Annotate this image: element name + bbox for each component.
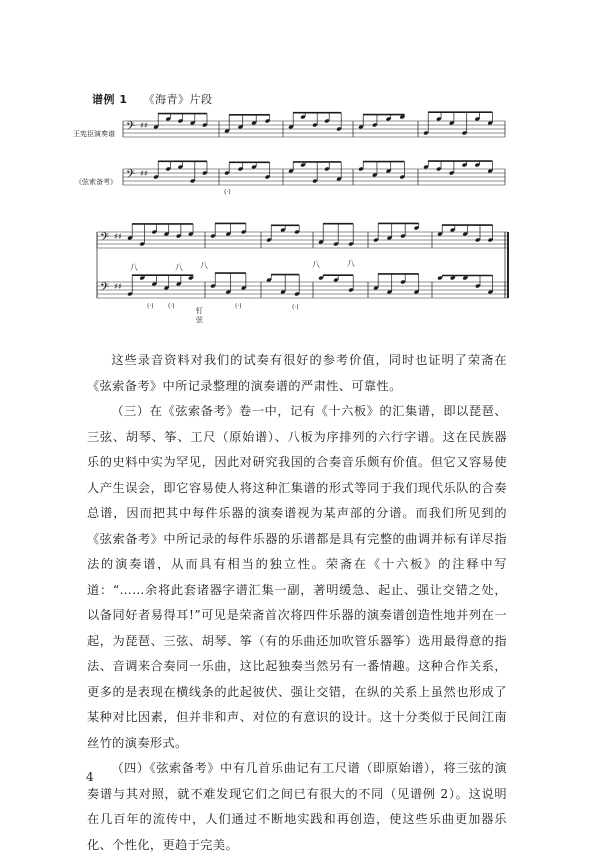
example-title: 《海青》片段 [143, 93, 213, 106]
mark-ba-1: 八 [130, 263, 138, 272]
key-signature: ♯♯ [114, 282, 122, 291]
bass-clef: 𝄢 [126, 168, 136, 184]
bass-clef: 𝄢 [100, 281, 110, 297]
score-staves [97, 121, 508, 298]
mark-ding: 钉 [196, 307, 203, 315]
paragraph-2: （三）在《弦索备考》卷一中，记有《十六板》的汇集谱，即以琵琶、三弦、胡琴、筝、工尺（原始谱）、八板为序排列的六行字谱。这在民族器乐的史料中实为罕见，因此对研究我国的合奏音乐颇有价值。但它又容易使人产生误会，即它容易使人将这种汇集谱的形式等同于我们现代乐队的合奏总谱，因而把其中每件乐器的演奏谱视为某声部的分谱。而我们所见到的《弦索备考》中所记录的每件乐器的乐谱都是具有完整的曲调并标有详尽指法的演奏谱，从而具有相当的独立性。荣斋在《十六板》的注释中写道：“……余将此套诸器字谱汇集一副，著明缓急、起止、强让交错之处，以备同好者易得耳!”可见是荣斋首次将四件乐器的演奏谱创造性地并列在一起，为琵琶、三弦、胡琴、筝（有的乐曲还加吹管乐器筝）选用最得意的指法、音调来合奏同一乐曲，这比起独奏当然另有一番情趣。这种合作关系，更多的是表现在横线条的此起彼伏、强让交错，在纵的关系上虽然也形成了某种对比因素，但并非和声、对位的有意识的设计。这十分类似于民间江南丝竹的演奏形式。 [87, 404, 507, 750]
music-score [0, 0, 600, 340]
staff-label-top: 王宪臣演奏谱 [73, 130, 115, 138]
example-number: 谱例 1 [92, 93, 128, 106]
paragraph-3: （四）《弦索备考》中有几首乐曲记有工尺谱（即原始谱），将三弦的演奏谱与其对照，就不难发现它们之间已有很大的不同（见谱例 2）。这说明在几百年的流传中，人们通过不断地实践和再创造，使这些乐曲更加器乐化、个性化，更趋于完美。 [87, 761, 507, 852]
mark-paren-1: (·) [224, 189, 231, 196]
key-signature: ♯♯ [114, 232, 122, 241]
mark-paren-3: (·) [168, 303, 175, 310]
page-number: 4 [86, 770, 94, 784]
score-barlines [97, 121, 508, 298]
mark-ba-5: 八 [347, 259, 355, 268]
score-marks [130, 189, 355, 324]
bass-clef: 𝄢 [126, 120, 136, 136]
key-signature: ♯♯ [140, 169, 148, 178]
score-beams [132, 112, 493, 275]
mark-paren-2: (·) [147, 303, 154, 310]
body-text [87, 348, 507, 858]
paragraph-1: 这些录音资料对我们的试奏有很好的参考价值，同时也证明了荣斋在《弦索备考》中所记录整理的演奏谱的严肃性、可靠性。 [87, 353, 507, 393]
mark-ba-3: 八 [200, 261, 208, 270]
bass-clef: 𝄢 [100, 231, 110, 247]
mark-ba-4: 八 [312, 260, 320, 269]
mark-ba-2: 八 [175, 263, 183, 272]
key-signature: ♯♯ [140, 121, 148, 130]
score-clefs [100, 120, 148, 297]
mark-paren-4: (·) [235, 303, 242, 310]
mark-paren-5: (·) [292, 304, 299, 311]
staff-label-bottom: 《弦索备考》 [75, 178, 117, 186]
mark-xian: 弦 [196, 316, 203, 324]
